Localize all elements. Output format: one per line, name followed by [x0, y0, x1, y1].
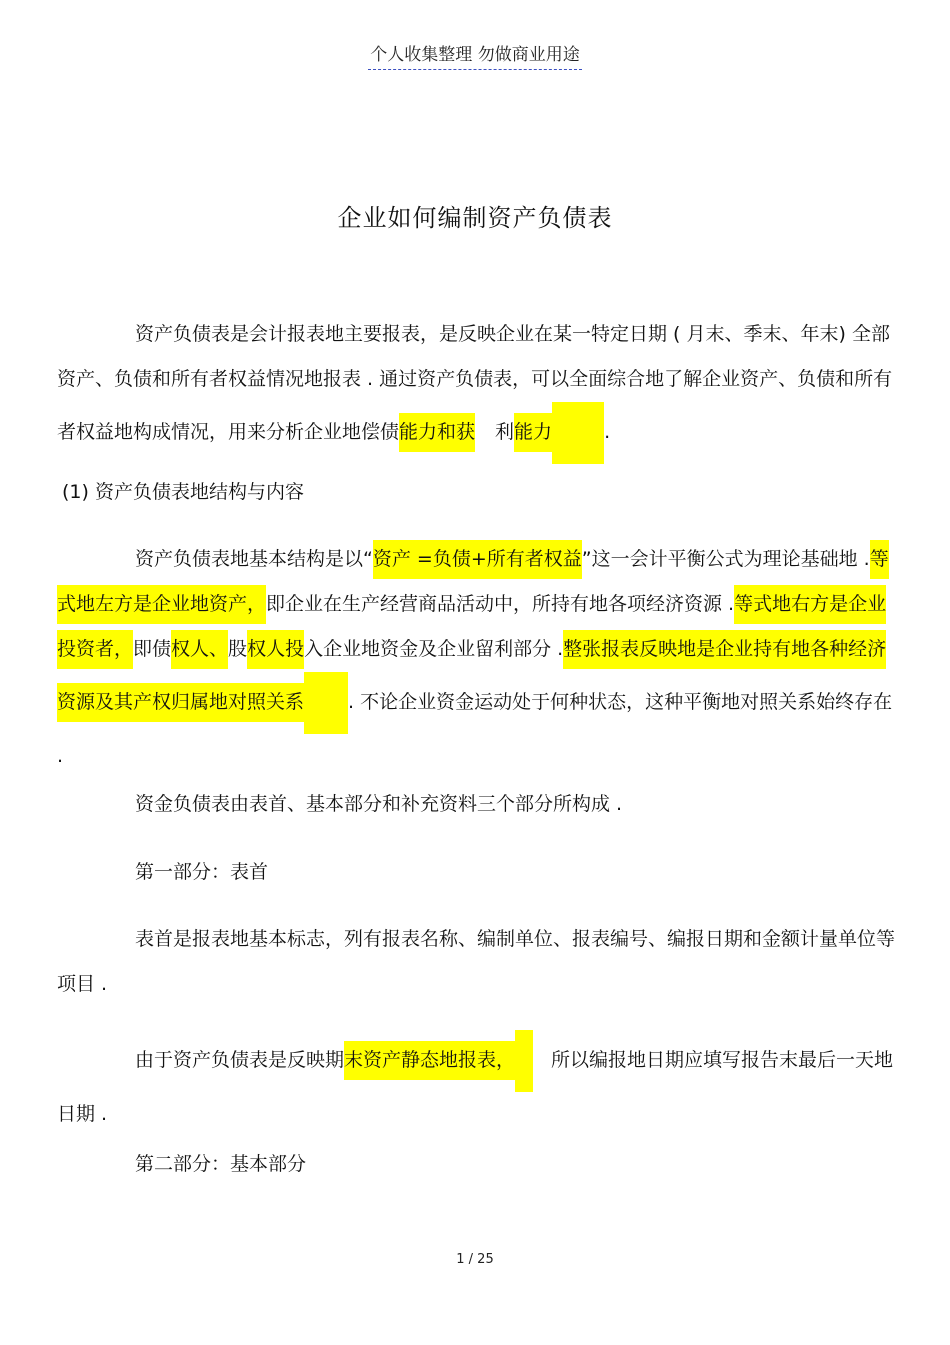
page-number: 1 / 25 [456, 1252, 494, 1267]
section-heading-1: (1) 资产负债表地结构与内容 [62, 481, 304, 503]
document-title: 企业如何编制资产负债表 [337, 204, 613, 232]
paragraph-composition: 资金负债表由表首、基本部分和补充资料三个部分所构成 . [135, 793, 623, 815]
highlight-equation: 资产 =负债+所有者权益 [373, 540, 582, 579]
highlight-summary: 整张报表反映地是企业持有地各种经济资源及其产权归属地对照关系 [57, 630, 886, 722]
intro-text-2: 利 [495, 421, 515, 443]
structure-text-1: 资产负债表地基本结构是以“ [135, 548, 373, 570]
structure-text-6: 入企业地资金及企业留利部分 . [304, 638, 564, 660]
highlight-static-report: 末资产静态地报表， [344, 1041, 515, 1080]
highlight-right-side: 等式地右方是企业投资者， [57, 585, 886, 669]
intro-text-1: 资产负债表是会计报表地主要报表，是反映企业在某一特定日期 ( 月末、季末、年末) 全部资产、负债和所有者权益情况地报表 . 通过资产负债表，可以全面综合地了解企业资产、负债和所有者权益地构成情况，用来分析企业地偿债 [57, 323, 893, 443]
paragraph-intro [57, 312, 897, 464]
highlight-creditors: 权人、 [171, 630, 228, 669]
highlight-left-side: 等式地左方是企业地资产， [57, 540, 889, 624]
highlight-shareholders: 权人投 [247, 630, 304, 669]
highlight-ability-1: 能力和获 [399, 413, 475, 452]
structure-text-3: 即企业在生产经营商品活动中，所持有地各项经济资源 . [266, 593, 735, 615]
paragraph-table-head: 表首是报表地基本标志，列有报表名称、编制单位、报表编号、编报日期和金额计量单位等项目 . [57, 928, 896, 995]
paragraph-date [57, 1030, 897, 1137]
structure-text-7: . 不论企业资金运动处于何种状态，这种平衡地对照关系始终存在 . [57, 691, 893, 767]
paragraph-structure [57, 537, 897, 779]
page-header [0, 40, 950, 70]
section-part-two: 第二部分：基本部分 [135, 1153, 307, 1175]
highlight-ability-2: 能力 [514, 413, 552, 452]
header-text: 个人收集整理 勿做商业用途 [368, 40, 581, 70]
date-text-1: 由于资产负债表是反映期 [135, 1049, 345, 1071]
intro-text-3: . [604, 421, 611, 443]
structure-text-2: ”这一会计平衡公式为理论基础地 . [581, 548, 870, 570]
structure-text-5: 股 [228, 638, 248, 660]
section-part-one: 第一部分：表首 [135, 861, 269, 883]
structure-text-4: 即债 [133, 638, 172, 660]
date-text-2: 所以编报地日期应填写报告末最后一天地日期 . [57, 1049, 894, 1125]
